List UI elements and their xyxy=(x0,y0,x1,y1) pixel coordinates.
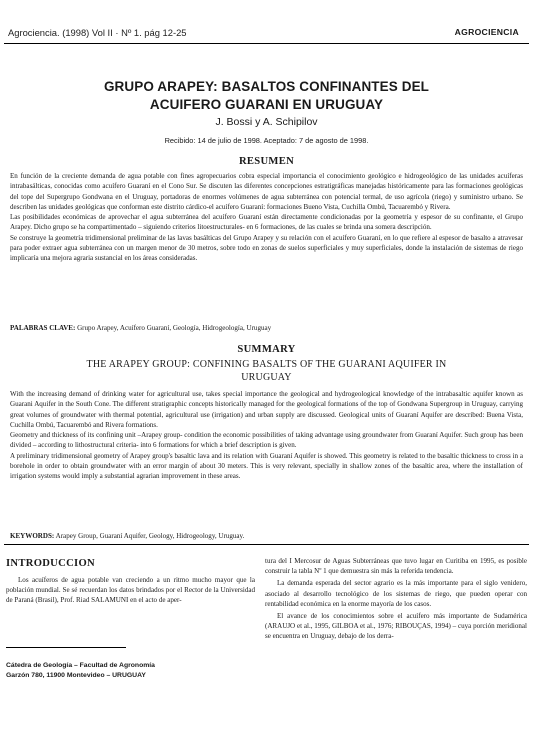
intro-paragraph: Los acuíferos de agua potable van creciendo a un ritmo mucho mayor que la población mundial. Se sé recuerdan los datos brindados por el Rector de la Universidad de Paraná (Brasil), Prof. Riad SALAMUNI en el acto de aper- xyxy=(6,576,255,605)
summary-title-line: THE ARAPEY GROUP: CONFINING BASALTS OF THE GUARANI AQUIFER IN xyxy=(86,359,447,370)
resumen-paragraph: En función de la creciente demanda de agua potable con fines agropecuarios cobra especial importancia el conocimiento geológico e hidrogeológico de las unidades acuíferas intrabasálticas, conocidas como acuífero Guaraní en el Cono Sur. Se discuten las diferentes concepciones estratigráficas manejadas históricamente para las formaciones geológicas del tope del Supergrupo Gondwana en el Uruguay, portadoras de enormes volúmenes de agua subterránea con potencial termal, de uso agrícola (riego) y suministro urbano. Se describen las unidades geológicas que conforman este distrito cárdico-el acuífero Guaraní: formaciones Bueno Vista, Cuchilla Ombú, Tacuarembó y Rivera. xyxy=(10,172,523,211)
header-rule xyxy=(4,43,529,44)
affiliation-line: Garzón 780, 11900 Montevideo – URUGUAY xyxy=(6,672,146,679)
received-date: Recibido: 14 de julio de 1998. Aceptado: 7 de agosto de 1998. xyxy=(164,136,369,145)
summary-keywords xyxy=(10,531,523,541)
paper-title-line: ACUIFERO GUARANI EN URUGUAY xyxy=(149,97,384,112)
summary-paragraph: With the increasing demand of drinking water for agricultural use, takes special importance the geological and hydrogeological knowledge of the intrabasaltic aquifer known as Guarani Aquifer in the South Cone. The different stratigraphic concepts historically managed for the geological formations of the top of Gondwana Supergroup in Uruguay, carrying great volumes of groundwater with thermal potential, agricultural use (irrigation) and urban supply are discussed. Geological units of Guaraní Aquifer are described: Buena Vista, Cuchilla Ombú, Tacuarembó and Rivera formations. xyxy=(10,390,523,429)
introduccion-heading: INTRODUCCION xyxy=(6,558,95,569)
summary-heading: SUMMARY xyxy=(237,344,296,355)
summary-body xyxy=(10,389,523,482)
resumen-paragraph: Las posibilidades económicas de aprovechar el agua subterránea del acuífero Guaraní están directamente condicionadas por la geometría y espesor de su confinante, el Grupo Arapey. Dicho grupo se ha compartimentado – siguiendo criterios litoestructurales- en 6 formaciones, de las cuales se brinda una somera descripción. xyxy=(10,213,523,232)
right-column xyxy=(265,556,527,642)
summary-title-line: URUGUAY xyxy=(241,372,292,383)
summary-title xyxy=(10,358,523,384)
left-column xyxy=(6,556,255,606)
summary-paragraph: A preliminary tridimensional geometry of Arapey group's basaltic lava and its relation with Guaraní Aquifer is showed. This geometry is related to the basaltic thickness to cross in a borehole in order to obtain groundwater with an error margin of about 30 meters. This is very relevant, specially in shallow zones of the basaltic area, where the installation of irrigation systems would imply a substantial agrarian improvement in these areas. xyxy=(10,451,523,481)
intro-paragraph: tura del I Mercosur de Aguas Subterráneas que tuvo lugar en Curitiba en 1995, es posible construir la tabla Nº 1 que demuestra sin más la referida tendencia. xyxy=(265,557,527,576)
keywords-label: PALABRAS CLAVE: xyxy=(10,324,76,332)
intro-paragraph: La demanda esperada del sector agrario es la más importante para el siglo venidero, asociado al desarrollo tecnológico de los sistemas de riego, que pueden operar con rentabilidad económica en la enorme mayoría de los casos. xyxy=(265,579,527,608)
running-header xyxy=(8,27,525,39)
resumen-heading: RESUMEN xyxy=(238,156,295,167)
resumen-paragraph: Se construye la geometría tridimensional preliminar de las lavas basálticas del Grupo Arapey y su relación con el acuífero Guaraní, en lo que refiere al espesor de basalto a atravesar para poder extraer agua subterránea con un margen menor de 30 metros, sobre todo en zonas de suelos superficiales y muy superficiales, donde la instalación de sistemas de riego implicaría una mejora agraria sustancial en los áreas consideradas. xyxy=(10,233,523,263)
paper-title-line: GRUPO ARAPEY: BASALTOS CONFINANTES DEL xyxy=(103,79,430,94)
summary-paragraph: Geometry and thickness of its confining unit –Arapey group- condition the economic possibilities of taking advantage using groundwater from Guaraní Aquifer. Such group has been divided – according to lithostructural criteria- into 6 formations for which a brief description is given. xyxy=(10,431,523,450)
resumen-keywords xyxy=(10,323,523,333)
resumen-body xyxy=(10,171,523,264)
keywords-list: Grupo Arapey, Acuífero Guaraní, Geología, Hidrogeología, Uruguay xyxy=(77,324,272,332)
journal-citation: Agrociencia. (1998) Vol II · Nº 1. pág 12-25 xyxy=(8,27,187,38)
affiliation-line: Cátedra de Geología – Facultad de Agronomía xyxy=(6,662,155,669)
author-affiliation xyxy=(6,661,246,681)
intro-paragraph: El avance de los conocimientos sobre el acuífero más importante de Sudamérica (ARAUJO et al., 1995, GILBOA et al., 1976; RIBOUÇAS, 1994) – cuya porción meridional se encuentra en Uruguay, debajo de los derra- xyxy=(265,612,527,641)
section-rule xyxy=(4,544,529,545)
keywords-list: Arapey Group, Guaraní Aquifer, Geology, Hidrogeology, Uruguay. xyxy=(55,532,245,540)
paper-title xyxy=(30,78,503,114)
footnote-rule xyxy=(6,647,126,648)
keywords-label: KEYWORDS: xyxy=(10,532,55,540)
authors: J. Bossi y A. Schipilov xyxy=(215,116,318,128)
journal-brand: AGROCIENCIA xyxy=(454,27,519,37)
